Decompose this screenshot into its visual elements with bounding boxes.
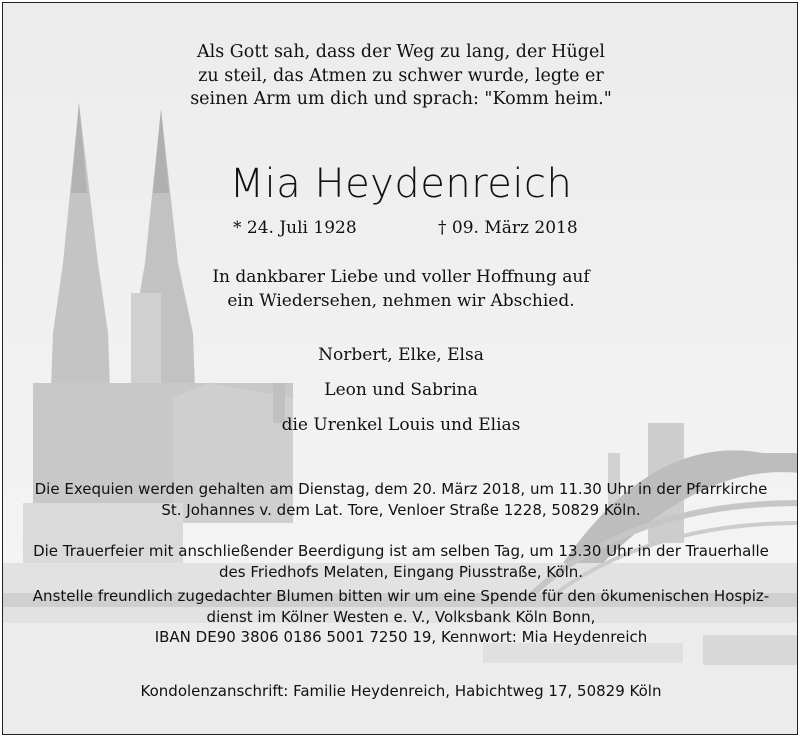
birth-date: * 24. Juli 1928 — [233, 218, 357, 238]
condolence-address: Kondolenzanschrift: Familie Heydenreich, Habichtweg 17, 50829 Köln — [140, 682, 662, 700]
poem — [3, 41, 798, 112]
donation-line: Anstelle freundlich zugedachter Blumen bitten wir um eine Spende für den ökumenischen Hospiz- — [32, 587, 770, 605]
service-line: St. Johannes v. dem Lat. Tore, Venloer Straße 1228, 50829 Köln. — [161, 501, 641, 519]
farewell-text — [3, 265, 798, 313]
burial-line: Die Trauerfeier mit anschließender Beerdigung ist am selben Tag, um 13.30 Uhr in der Trauerhalle — [33, 542, 769, 560]
burial-info — [3, 541, 798, 583]
farewell-line: ein Wiedersehen, nehmen wir Abschied. — [227, 291, 575, 311]
iban-line: IBAN DE90 3806 0186 5001 7250 19, Kennwort: Mia Heydenreich — [154, 628, 648, 646]
donation-line: dienst im Kölner Westen e. V., Volksbank Köln Bonn, — [206, 608, 596, 626]
service-info — [3, 479, 798, 521]
family-line: Norbert, Elke, Elsa — [318, 345, 484, 365]
service-line: Die Exequien werden gehalten am Dienstag, dem 20. März 2018, um 11.30 Uhr in der Pfarrkirche — [34, 480, 768, 498]
obituary-notice — [2, 2, 798, 735]
poem-line: zu steil, das Atmen zu schwer wurde, legte er — [198, 65, 604, 86]
farewell-line: In dankbarer Liebe und voller Hoffnung auf — [212, 267, 590, 287]
death-date: † 09. März 2018 — [438, 218, 578, 238]
poem-line: Als Gott sah, dass der Weg zu lang, der Hügel — [197, 42, 605, 62]
deceased-name: Mia Heydenreich — [229, 161, 573, 207]
family-line: die Urenkel Louis und Elias — [281, 415, 521, 435]
family-line: Leon und Sabrina — [324, 380, 478, 400]
burial-line: des Friedhofs Melaten, Eingang Piusstraße, Köln. — [218, 563, 584, 581]
poem-line: seinen Arm um dich und sprach: "Komm heim." — [190, 89, 612, 109]
donation-info — [3, 586, 798, 628]
